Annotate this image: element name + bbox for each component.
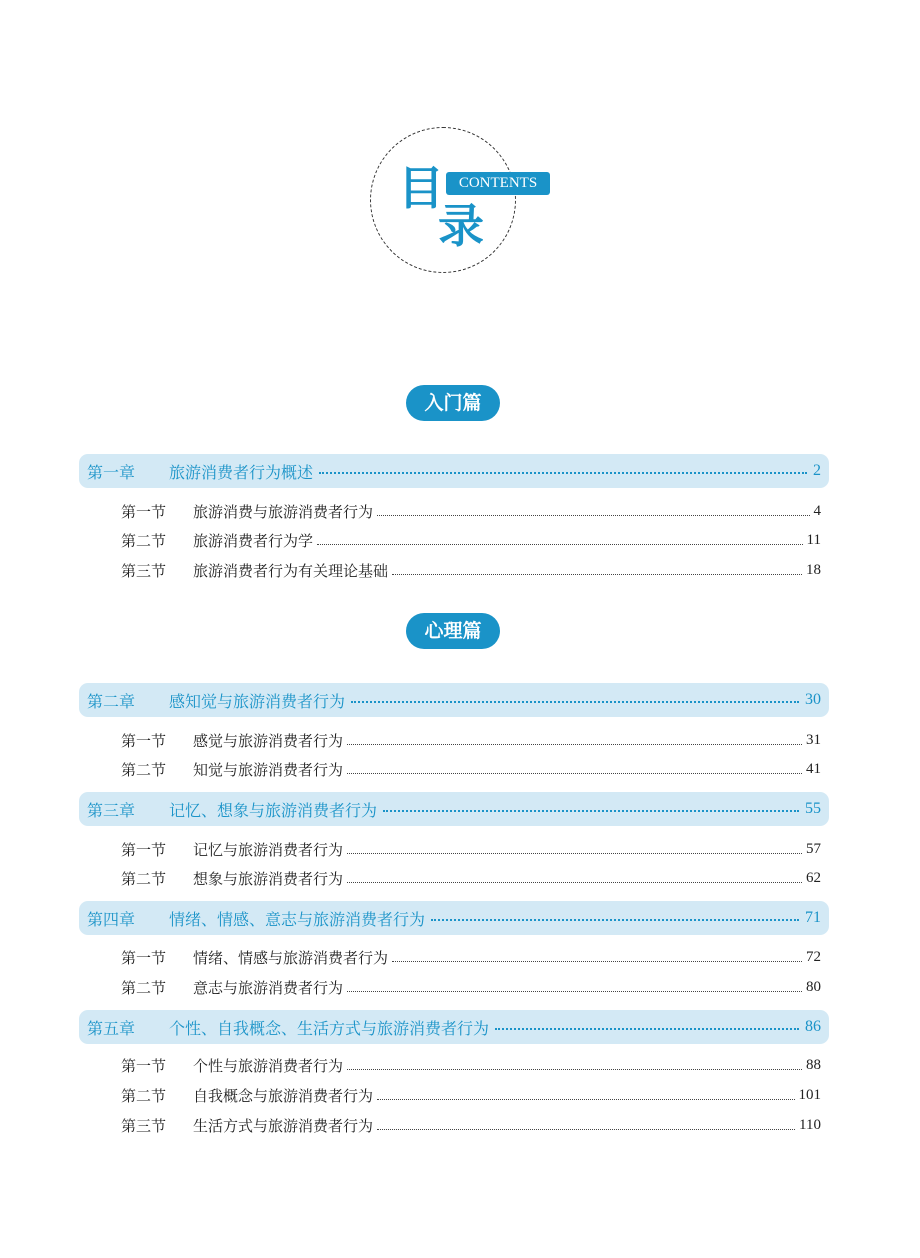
leader-dots	[347, 853, 802, 854]
section-title: 记忆与旅游消费者行为	[193, 840, 344, 859]
section-title: 情绪、情感与旅游消费者行为	[193, 948, 389, 967]
section-row[interactable]	[121, 838, 821, 860]
section-row[interactable]	[121, 559, 821, 581]
section-page: 41	[806, 760, 821, 777]
section-number: 第二节	[121, 531, 167, 550]
chapter-row[interactable]	[79, 683, 829, 717]
chapter-title: 记忆、想象与旅游消费者行为	[169, 800, 378, 820]
section-number: 第二节	[121, 869, 167, 888]
section-number: 第一节	[121, 502, 167, 521]
section-page: 80	[806, 978, 821, 995]
section-title: 意志与旅游消费者行为	[193, 978, 344, 997]
section-number: 第三节	[121, 1116, 167, 1135]
section-row[interactable]	[121, 1054, 821, 1076]
chapter-number: 第四章	[87, 909, 136, 929]
section-title: 旅游消费者行为有关理论基础	[193, 561, 389, 580]
contents-tag: CONTENTS	[446, 172, 550, 195]
section-number: 第一节	[121, 948, 167, 967]
section-page: 4	[813, 502, 821, 519]
section-page: 72	[806, 948, 821, 965]
section-title: 感觉与旅游消费者行为	[193, 731, 344, 750]
section-row[interactable]	[121, 529, 821, 551]
chapter-number: 第三章	[87, 800, 136, 820]
leader-dots	[347, 991, 802, 992]
section-title: 个性与旅游消费者行为	[193, 1056, 344, 1075]
chapter-row[interactable]	[79, 901, 829, 935]
leader-dots	[383, 810, 799, 812]
section-title: 自我概念与旅游消费者行为	[193, 1086, 374, 1105]
leader-dots	[347, 744, 802, 745]
chapter-number: 第二章	[87, 691, 136, 711]
leader-dots	[347, 1069, 802, 1070]
chapter-row[interactable]	[79, 1010, 829, 1044]
chapter-title: 个性、自我概念、生活方式与旅游消费者行为	[169, 1018, 490, 1038]
section-page: 101	[798, 1086, 821, 1103]
section-row[interactable]	[121, 867, 821, 889]
leader-dots	[377, 1099, 794, 1100]
section-number: 第三节	[121, 561, 167, 580]
title-char-lu: 录	[438, 199, 484, 253]
chapter-page: 2	[813, 462, 821, 479]
leader-dots	[319, 472, 807, 474]
contents-logo	[370, 127, 538, 273]
leader-dots	[495, 1028, 799, 1030]
section-row[interactable]	[121, 758, 821, 780]
leader-dots	[347, 882, 802, 883]
part-label-intro: 入门篇	[406, 385, 500, 421]
leader-dots	[377, 1129, 795, 1130]
chapter-page: 30	[805, 691, 821, 708]
leader-dots	[431, 919, 799, 921]
chapter-title: 感知觉与旅游消费者行为	[169, 691, 346, 711]
section-title: 想象与旅游消费者行为	[193, 869, 344, 888]
title-char-mu: 目	[398, 161, 444, 215]
chapter-title: 旅游消费者行为概述	[169, 462, 314, 482]
leader-dots	[377, 515, 809, 516]
chapter-row[interactable]	[79, 792, 829, 826]
section-row[interactable]	[121, 946, 821, 968]
section-row[interactable]	[121, 500, 821, 522]
chapter-page: 71	[805, 909, 821, 926]
part-label-psychology: 心理篇	[406, 613, 500, 649]
section-row[interactable]	[121, 1084, 821, 1106]
chapter-title: 情绪、情感、意志与旅游消费者行为	[169, 909, 426, 929]
section-page: 31	[806, 731, 821, 748]
section-page: 11	[806, 531, 821, 548]
section-page: 62	[806, 869, 821, 886]
chapter-page: 55	[805, 800, 821, 817]
section-number: 第一节	[121, 840, 167, 859]
section-number: 第二节	[121, 1086, 167, 1105]
leader-dots	[317, 544, 803, 545]
leader-dots	[351, 701, 799, 703]
section-page: 110	[799, 1116, 821, 1133]
chapter-number: 第一章	[87, 462, 136, 482]
section-title: 旅游消费与旅游消费者行为	[193, 502, 374, 521]
chapter-row[interactable]	[79, 454, 829, 488]
chapter-number: 第五章	[87, 1018, 136, 1038]
section-number: 第一节	[121, 731, 167, 750]
section-page: 88	[806, 1056, 821, 1073]
section-page: 57	[806, 840, 821, 857]
chapter-page: 86	[805, 1018, 821, 1035]
section-number: 第二节	[121, 760, 167, 779]
section-title: 生活方式与旅游消费者行为	[193, 1116, 374, 1135]
leader-dots	[392, 961, 802, 962]
section-row[interactable]	[121, 976, 821, 998]
section-page: 18	[806, 561, 821, 578]
section-title: 知觉与旅游消费者行为	[193, 760, 344, 779]
section-number: 第二节	[121, 978, 167, 997]
section-number: 第一节	[121, 1056, 167, 1075]
leader-dots	[347, 773, 802, 774]
section-row[interactable]	[121, 729, 821, 751]
leader-dots	[392, 574, 802, 575]
section-row[interactable]	[121, 1114, 821, 1136]
section-title: 旅游消费者行为学	[193, 531, 314, 550]
